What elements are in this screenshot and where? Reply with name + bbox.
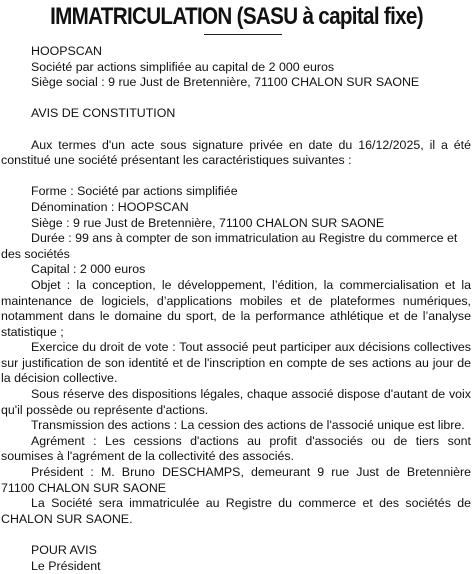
intro-paragraph: Aux termes d'un acte sous signature privée en date du 16/12/2025, il a été constitué une société présentant les caractéristiques suivantes : — [1, 137, 471, 168]
field-denomination: Dénomination : HOOPSCAN — [31, 199, 189, 214]
notice-body — [1, 44, 471, 574]
spacer — [1, 91, 471, 107]
spacer — [1, 527, 471, 543]
field-agrement: Agrément : Les cessions d'actions au profit d'associés ou de tiers sont soumises à l'agrément de la collectivité des associés. — [1, 433, 471, 464]
spacer — [1, 169, 471, 185]
field-forme: Forme : Société par actions simplifiée — [31, 184, 238, 199]
signature-line-2: Le Président — [31, 558, 101, 573]
field-capital: Capital : 2 000 euros — [31, 262, 146, 277]
field-president: Président : M. Bruno DESCHAMPS, demeurant 9 rue Just de Bretennière 71100 CHALON SUR SAONE — [1, 465, 471, 495]
field-objet: Objet : la conception, le développement, l’édition, la commercialisation et la maintenance de logiciels, d’applications mobiles et de plateformes numériques, notamment dans le domaine du sport, de la performance athlétique et de l’analyse statistique ; — [1, 277, 471, 339]
field-siege: Siège : 9 rue Just de Bretennière, 71100 CHALON SUR SAONE — [31, 215, 385, 230]
field-transmission: Transmission des actions : La cession des actions de l'associé unique est libre. — [31, 418, 465, 433]
company-name: HOOPSCAN — [31, 44, 102, 58]
field-vote: Exercice du droit de vote : Tout associé peut participer aux décisions collectives sur justification de son identité et de l'inscription en compte de ses actions au jour de la décision collective. — [1, 340, 471, 386]
field-immatriculation: La Société sera immatriculée au Registre du commerce et des sociétés de CHALON SUR SAONE. — [1, 496, 471, 526]
company-type: Société par actions simplifiée au capital de 2 000 euros — [31, 59, 335, 74]
notice-label: AVIS DE CONSTITUTION — [31, 106, 176, 121]
spacer — [1, 122, 471, 138]
company-seat: Siège social : 9 rue Just de Bretennière, 71100 CHALON SUR SAONE — [31, 75, 420, 90]
field-reserve: Sous réserve des dispositions légales, chaque associé dispose d'autant de voix qu'il possède ou représente d'actions. — [1, 387, 471, 417]
signature-line-1: POUR AVIS — [31, 543, 97, 557]
field-duree: Durée : 99 ans à compter de son immatriculation au Registre du commerce et des sociétés — [1, 231, 458, 261]
title-underline — [204, 34, 282, 35]
notice-title: IMMATRICULATION (SASU à capital fixe) — [50, 3, 423, 30]
